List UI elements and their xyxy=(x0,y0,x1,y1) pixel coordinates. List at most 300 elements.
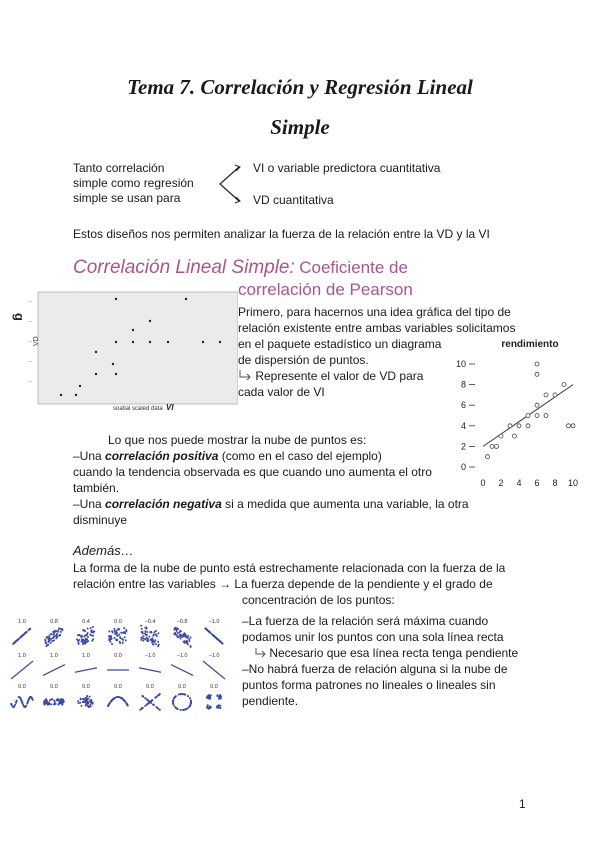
example-dot xyxy=(46,645,47,646)
example-dot xyxy=(20,698,21,699)
example-dot xyxy=(182,694,183,695)
example-dot xyxy=(180,631,181,632)
example-dot xyxy=(78,701,79,702)
example-dot xyxy=(26,705,27,706)
example-dot xyxy=(143,636,144,637)
example-dot xyxy=(121,698,122,699)
example-dot xyxy=(48,641,49,642)
example-dot xyxy=(220,695,221,696)
example-dot xyxy=(78,643,79,644)
example-dot xyxy=(141,628,142,629)
example-dot xyxy=(92,640,93,641)
example-dot xyxy=(81,637,82,638)
example-dot xyxy=(53,704,54,705)
example-dot xyxy=(87,633,88,634)
example-dot xyxy=(145,633,146,634)
example-dot xyxy=(55,635,56,636)
example-dot xyxy=(190,700,191,701)
example-dot xyxy=(218,705,219,706)
spss-scatter-image xyxy=(8,282,238,410)
x-tick-label: 0 xyxy=(480,478,486,488)
correlation-label: 0.0 xyxy=(82,684,90,690)
bullet-sub xyxy=(242,645,518,661)
example-dot xyxy=(93,639,94,640)
example-dot xyxy=(142,695,143,696)
spss-x-caption: spatial scaled data xyxy=(113,406,163,410)
spss-y-marker: g xyxy=(12,313,27,321)
example-dot xyxy=(207,697,208,698)
x-tick-label: 2 xyxy=(498,478,504,488)
example-dot xyxy=(115,631,116,632)
example-dot xyxy=(156,707,157,708)
example-dot xyxy=(45,643,46,644)
negative-rest: si a medida que aumenta una variable, la otra xyxy=(225,497,469,511)
scatter-line: de dispersión de puntos. xyxy=(238,353,369,367)
example-dot xyxy=(211,633,212,634)
example-dot xyxy=(54,630,55,631)
example-dot xyxy=(206,629,207,630)
example-dot xyxy=(176,631,177,632)
example-dot xyxy=(77,641,78,642)
example-dot xyxy=(190,646,191,647)
correlation-label: −1.0 xyxy=(208,619,220,625)
example-dot xyxy=(185,642,186,643)
negative-term: correlación negativa xyxy=(105,497,222,511)
example-dot xyxy=(173,703,174,704)
example-dot xyxy=(62,629,63,630)
intro-left-line: Tanto correlación xyxy=(73,161,165,175)
example-dot xyxy=(82,699,83,700)
page-title-line2: Simple xyxy=(270,115,330,139)
dash: –Una xyxy=(73,449,102,463)
example-line xyxy=(75,668,97,673)
example-dot xyxy=(50,634,51,635)
example-dot xyxy=(57,631,58,632)
example-dot xyxy=(180,709,181,710)
example-dot xyxy=(184,633,185,634)
example-dot xyxy=(153,644,154,645)
example-dot xyxy=(119,634,120,635)
example-dot xyxy=(86,635,87,636)
example-dot xyxy=(147,699,148,700)
intro-left-line: simple se usan para xyxy=(73,191,181,205)
example-dot xyxy=(220,705,221,706)
scatter-line: Primero, para hacernos una idea gráfica del tipo de xyxy=(238,305,511,319)
example-dot xyxy=(178,636,179,637)
example-dot xyxy=(145,631,146,632)
example-dot xyxy=(51,638,52,639)
example-dot xyxy=(127,704,128,705)
intro-left-line: simple como regresión xyxy=(73,176,194,190)
correlation-label: 0.0 xyxy=(114,653,122,659)
example-dot xyxy=(187,637,188,638)
ademas-line: La forma de la nube de punto está estrechamente relacionada con la fuerza de la xyxy=(73,561,506,575)
example-dot xyxy=(173,698,174,699)
example-dot xyxy=(116,632,117,633)
example-dot xyxy=(176,634,177,635)
scatter-point xyxy=(526,414,530,418)
y-tick-label: 6 xyxy=(460,400,466,411)
example-dot xyxy=(147,638,148,639)
example-dot xyxy=(91,635,92,636)
example-dot xyxy=(124,637,125,638)
example-dot xyxy=(177,628,178,629)
example-dot xyxy=(217,707,218,708)
cloud-intro: Lo que nos puede mostrar la nube de puntos es: xyxy=(108,433,367,447)
scatter-point xyxy=(544,393,548,397)
example-dot xyxy=(48,638,49,639)
example-dot xyxy=(153,641,154,642)
example-dot xyxy=(142,632,143,633)
example-dot xyxy=(87,639,88,640)
example-dot xyxy=(151,631,152,632)
example-dot xyxy=(62,700,63,701)
correlation-label: 0.8 xyxy=(50,619,58,625)
example-dot xyxy=(207,705,208,706)
example-dot xyxy=(80,698,81,699)
example-dot xyxy=(83,629,84,630)
scatter-point xyxy=(513,434,517,438)
example-dot xyxy=(153,705,154,706)
example-dot xyxy=(121,632,122,633)
bullet-sub-text: Necesario que esa línea recta tenga pendiente xyxy=(269,646,519,660)
scatter-point xyxy=(508,424,512,428)
example-dot xyxy=(55,703,56,704)
example-dot xyxy=(180,638,181,639)
example-dot xyxy=(56,700,57,701)
example-dot xyxy=(23,634,24,635)
example-dot xyxy=(79,640,80,641)
dash: –Una xyxy=(73,497,102,511)
example-dot xyxy=(44,704,45,705)
example-dot xyxy=(177,632,178,633)
ademas-paragraph xyxy=(73,560,505,592)
example-dot xyxy=(159,709,160,710)
example-dot xyxy=(158,641,159,642)
positive-rest: (como en el caso del ejemplo) xyxy=(221,449,382,463)
y-tick-label: 2 xyxy=(460,441,466,452)
example-dot xyxy=(45,641,46,642)
example-dot xyxy=(155,630,156,631)
scatter-point xyxy=(486,455,490,459)
example-dot xyxy=(158,708,159,709)
example-dot xyxy=(108,705,109,706)
example-dot xyxy=(31,697,32,698)
example-dot xyxy=(182,636,183,637)
example-dot xyxy=(89,696,90,697)
example-dot xyxy=(59,628,60,629)
example-dot xyxy=(23,705,24,706)
example-dot xyxy=(142,638,143,639)
example-dot xyxy=(52,637,53,638)
ademas-line-3: concentración de los puntos: xyxy=(242,593,395,607)
example-dot xyxy=(91,630,92,631)
section-subtitle-2: correlación de Pearson xyxy=(238,280,413,299)
example-dot xyxy=(58,630,59,631)
correlation-label: 0.0 xyxy=(114,684,122,690)
scatter-point xyxy=(535,362,539,366)
example-dot xyxy=(179,635,180,636)
scatter-point xyxy=(544,414,548,418)
positive-line-2: cuando la tendencia observada es que cuando uno aumenta el otro xyxy=(73,465,432,479)
scatter-line: relación existente entre ambas variables solicitamos xyxy=(238,321,516,335)
example-dot xyxy=(151,642,152,643)
example-dot xyxy=(85,630,86,631)
example-dot xyxy=(143,638,144,639)
example-dot xyxy=(16,700,17,701)
example-dot xyxy=(56,631,57,632)
example-dot xyxy=(54,702,55,703)
correlation-label: 1.0 xyxy=(82,653,90,659)
example-dot xyxy=(89,700,90,701)
example-dot xyxy=(21,636,22,637)
example-dot xyxy=(189,706,190,707)
positive-line xyxy=(73,448,483,464)
spss-x-label: VI xyxy=(166,403,174,410)
scatter-line: en el paquete estadístico un diagrama xyxy=(238,337,442,351)
example-dot xyxy=(147,632,148,633)
corner-arrow-icon xyxy=(254,647,266,658)
section-heading xyxy=(73,256,408,281)
example-dot xyxy=(28,699,29,700)
correlation-label: −1.0 xyxy=(144,653,156,659)
cloud-explanation xyxy=(73,448,486,528)
example-dot xyxy=(81,641,82,642)
correlation-label: 1.0 xyxy=(50,653,58,659)
example-dot xyxy=(60,628,61,629)
example-dot xyxy=(94,631,95,632)
ademas-bullets xyxy=(242,613,518,709)
example-dot xyxy=(113,699,114,700)
example-dot xyxy=(49,700,50,701)
example-dot xyxy=(53,634,54,635)
example-dot xyxy=(152,638,153,639)
vi-description: VI o variable predictora cuantitativa xyxy=(253,161,441,175)
ademas-line: relación entre las variables → La fuerza depende de la pendiente y el grado de xyxy=(73,577,493,591)
example-dot xyxy=(86,704,87,705)
example-dot xyxy=(109,703,110,704)
example-dot xyxy=(92,626,93,627)
example-dot xyxy=(57,636,58,637)
example-dot xyxy=(81,705,82,706)
example-dot xyxy=(157,695,158,696)
correlation-label: −0.8 xyxy=(176,619,188,625)
example-dot xyxy=(125,632,126,633)
example-dot xyxy=(112,643,113,644)
correlation-label: −0.4 xyxy=(144,619,156,625)
scatter-point xyxy=(517,424,521,428)
correlation-label: 1.0 xyxy=(18,619,26,625)
example-dot xyxy=(61,703,62,704)
page-number: 1 xyxy=(519,797,526,811)
example-dot xyxy=(119,641,120,642)
scatter-line: cada valor de VI xyxy=(238,385,325,399)
svg-text:—: — xyxy=(28,358,32,363)
svg-text:—: — xyxy=(28,298,32,303)
example-dot xyxy=(190,702,191,703)
example-dot xyxy=(59,634,60,635)
example-dot xyxy=(45,701,46,702)
example-dot xyxy=(145,639,146,640)
scatter-point xyxy=(535,372,539,376)
example-dot xyxy=(115,633,116,634)
example-dot xyxy=(156,634,157,635)
example-dot xyxy=(114,637,115,638)
x-tick-label: 10 xyxy=(567,478,579,488)
example-dot xyxy=(155,697,156,698)
example-dot xyxy=(183,635,184,636)
intro-left xyxy=(73,161,194,206)
example-dot xyxy=(88,703,89,704)
scatter-point xyxy=(562,383,566,387)
example-dot xyxy=(92,635,93,636)
example-dot xyxy=(87,628,88,629)
example-dot xyxy=(61,701,62,702)
scatter-point xyxy=(495,444,499,448)
example-dot xyxy=(156,636,157,637)
example-dot xyxy=(90,706,91,707)
example-dot xyxy=(126,631,127,632)
example-dot xyxy=(182,709,183,710)
negative-line xyxy=(73,496,483,512)
example-dot xyxy=(116,639,117,640)
example-dot xyxy=(180,636,181,637)
example-dot xyxy=(209,698,210,699)
example-dot xyxy=(58,699,59,700)
scatter-arrow-text: Represente el valor de VD para xyxy=(255,369,424,383)
example-dot xyxy=(91,701,92,702)
correlation-label: 1.0 xyxy=(18,653,26,659)
example-dot xyxy=(220,708,221,709)
example-dot xyxy=(52,640,53,641)
example-dot xyxy=(174,706,175,707)
example-dot xyxy=(87,701,88,702)
correlation-label: 0.0 xyxy=(146,684,154,690)
example-dot xyxy=(120,637,121,638)
example-dot xyxy=(83,639,84,640)
example-dot xyxy=(188,696,189,697)
correlation-label: 0.4 xyxy=(82,619,90,625)
example-dot xyxy=(60,631,61,632)
svg-text:—: — xyxy=(28,378,32,383)
example-dot xyxy=(21,699,22,700)
example-dot xyxy=(146,634,147,635)
correlation-examples-figure xyxy=(10,614,235,714)
example-dot xyxy=(122,642,123,643)
positive-term: correlación positiva xyxy=(105,449,219,463)
example-dot xyxy=(184,694,185,695)
example-dot xyxy=(189,639,190,640)
example-dot xyxy=(146,704,147,705)
example-dot xyxy=(11,704,12,705)
example-dot xyxy=(151,700,152,701)
example-dot xyxy=(54,700,55,701)
scatter-point xyxy=(535,403,539,407)
example-dot xyxy=(80,702,81,703)
example-dot xyxy=(29,629,30,630)
example-dot xyxy=(190,637,191,638)
page-title: Tema 7. Correlación y Regresión Lineal xyxy=(127,75,473,99)
section-subtitle-1: Coeficiente de xyxy=(299,258,408,277)
example-dot xyxy=(83,701,84,702)
example-dot xyxy=(208,631,209,632)
x-tick-label: 6 xyxy=(534,478,540,488)
example-dot xyxy=(151,639,152,640)
correlation-label: 0.0 xyxy=(178,684,186,690)
example-dot xyxy=(49,637,50,638)
corner-arrow-icon xyxy=(238,369,252,381)
example-dot xyxy=(47,637,48,638)
bullet-line: pendiente. xyxy=(242,694,299,708)
example-dot xyxy=(112,631,113,632)
example-dot xyxy=(47,645,48,646)
svg-text:—: — xyxy=(28,318,32,323)
correlation-label: 0.0 xyxy=(114,619,122,625)
example-dot xyxy=(91,632,92,633)
example-line xyxy=(11,661,33,679)
example-dot xyxy=(90,704,91,705)
example-dot xyxy=(217,696,218,697)
scatter-point xyxy=(535,414,539,418)
example-dot xyxy=(51,704,52,705)
correlation-label: −1.0 xyxy=(176,653,188,659)
example-dot xyxy=(146,628,147,629)
example-dot xyxy=(24,633,25,634)
vd-description: VD cuantitativa xyxy=(253,193,334,207)
example-dot xyxy=(77,639,78,640)
example-dot xyxy=(180,694,181,695)
example-dot xyxy=(110,636,111,637)
example-dot xyxy=(207,707,208,708)
example-dot xyxy=(15,704,16,705)
example-dot xyxy=(147,640,148,641)
example-dot xyxy=(149,636,150,637)
example-dot xyxy=(186,709,187,710)
example-dot xyxy=(158,646,159,647)
scatter-point xyxy=(553,393,557,397)
correlation-label: 0.0 xyxy=(18,684,26,690)
example-dot xyxy=(190,705,191,706)
y-tick-label: 4 xyxy=(460,420,466,431)
example-dot xyxy=(16,702,17,703)
example-dot xyxy=(91,700,92,701)
y-tick-label: 8 xyxy=(460,379,466,390)
bullet-line: –No habrá fuerza de relación alguna si la nube de xyxy=(242,662,508,676)
example-dot xyxy=(90,628,91,629)
designs-text: Estos diseños nos permiten analizar la fuerza de la relación entre la VD y la VI xyxy=(73,227,490,241)
example-dot xyxy=(116,697,117,698)
example-dot xyxy=(114,628,115,629)
example-dot xyxy=(109,631,110,632)
example-dot xyxy=(111,638,112,639)
x-tick-label: 4 xyxy=(516,478,522,488)
example-dot xyxy=(123,632,124,633)
example-dot xyxy=(187,644,188,645)
example-line xyxy=(139,668,161,673)
example-dot xyxy=(14,706,15,707)
example-dot xyxy=(110,639,111,640)
scatter-point xyxy=(571,424,575,428)
example-dot xyxy=(124,628,125,629)
example-dot xyxy=(154,632,155,633)
example-dot xyxy=(78,703,79,704)
example-dot xyxy=(209,696,210,697)
example-dot xyxy=(117,630,118,631)
spss-y-ticks xyxy=(28,298,32,383)
positive-line-3: también. xyxy=(73,481,120,495)
example-dot xyxy=(59,700,60,701)
example-dot xyxy=(143,640,144,641)
